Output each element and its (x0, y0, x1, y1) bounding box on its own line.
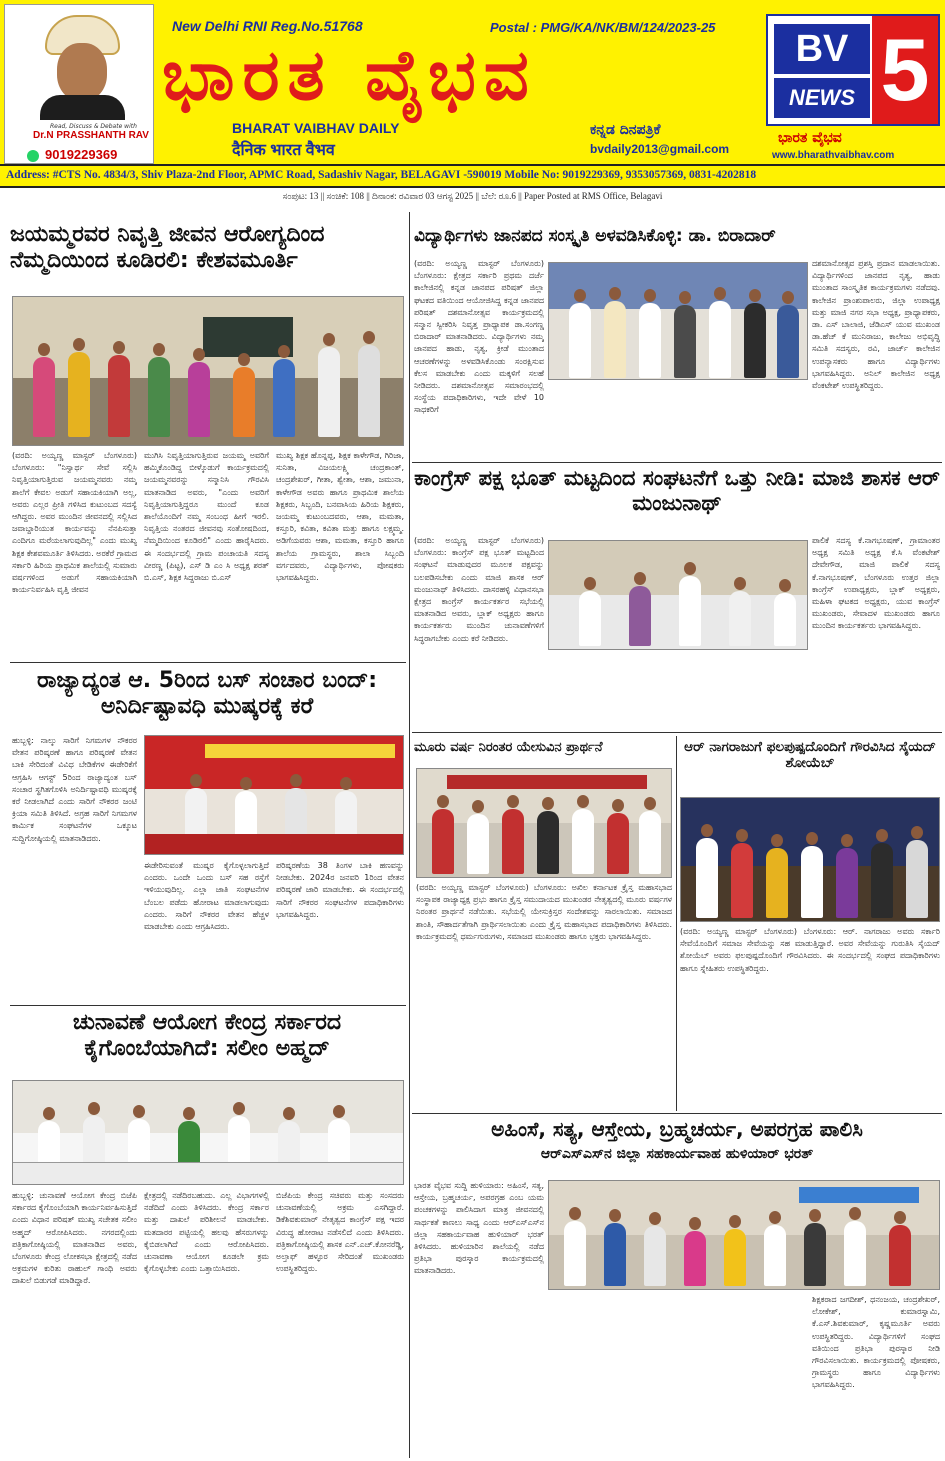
rni-number: New Delhi RNI Reg.No.51768 (172, 18, 363, 34)
logo-subtitle: ಭಾರತ ವೈಭವ (778, 130, 842, 146)
article-body: (ವರದಿ: ಅಯ್ಯಣ್ಣ ಮಾಸ್ಟರ್ ಬೆಂಗಳೂರು) ಬೆಂಗಳೂರು: ಅಖಿಲ ಕರ್ನಾಟಕ ಕ್ರೈಸ್ತ ಮಹಾಸಭಾದ ಸಂಸ್ಥಾಪಕ ರಾಜ್ಯಾಧ್ಯಕ್ಷ ಪ್ರಭು ಹಾಗೂ ಕ್ರೈಸ್ತ ಸಮುದಾಯದ ಮುಖಂಡರ ನೇತೃತ್ವದಲ್ಲಿ ಮೂರು ವರ್ಷಗಳ ನಿರಂತರ ಪ್ರಾರ್ಥನೆ ನಡೆಯಿತು. ಸಭೆಯಲ್ಲಿ ಯೇಸುಕ್ರಿಸ್ತರ ಸಂದೇಶವನ್ನು ಸಾರಲಾಯಿತು. ಸಮಾಜದ ಶಾಂತಿ, ಸೌಹಾರ್ದತೆಗಾಗಿ ಪ್ರಾರ್ಥಿಸಲಾಯಿತು ಎಂದು ಕ್ರೈಸ್ತ ಮಹಾಸಭಾದ ಪದಾಧಿಕಾರಿಗಳು ತಿಳಿಸಿದರು. ಕಾರ್ಯಕ್ರಮದಲ್ಲಿ ಧರ್ಮಗುರುಗಳು, ಸಮಾಜದ ಮುಖಂಡರು ಹಾಗೂ ಭಕ್ತರು ಭಾಗವಹಿಸಿದ್ದರು. (416, 883, 672, 941)
section-divider (412, 732, 942, 733)
article-headline: ಆರ್ ನಾಗರಾಜುಗೆ ಫಲಪುಷ್ಪದೊಂದಿಗೆ ಗೌರವಿಸಿದ ಸೈಯದ್ ಶೋಯೆಬ್ (684, 739, 936, 771)
article-photo-meeting (548, 540, 808, 650)
article-photo-lamp-lighting (548, 262, 808, 380)
event-banner (205, 744, 395, 758)
section-divider (10, 662, 406, 663)
article-congress-booth (414, 466, 940, 516)
article-photo-press-meet (144, 735, 404, 855)
photo-tagline: Read, Discuss & Debate with (50, 123, 137, 130)
article-body-col1: ಹುಬ್ಬಳ್ಳಿ: ಚುನಾವಣೆ ಆಯೋಗ ಕೇಂದ್ರ ಬಿಜೆಪಿ ಸರ್ಕಾರದ ಕೈಗೊಂಬೆಯಾಗಿ ಕಾರ್ಯನಿರ್ವಹಿಸುತ್ತಿದೆ ಎಂದು ವಿಧಾನ ಪರಿಷತ್ ಮುಖ್ಯ ಸಚೇತಕ ಸಲೀಂ ಅಹ್ಮದ್ ಆರೋಪಿಸಿದರು. ನಗರದಲ್ಲಿಂದು ಪತ್ರಿಕಾಗೋಷ್ಠಿಯಲ್ಲಿ ಮಾತನಾಡಿದ ಅವರು, ಬೆಂಗಳೂರು ಕೇಂದ್ರ ಲೋಕಸಭಾ ಕ್ಷೇತ್ರದಲ್ಲಿ ನಡೆದ ಅಕ್ರಮಗಳ ಕುರಿತು ರಾಹುಲ್ ಗಾಂಧಿ ಅವರು ದಾಖಲೆ ಬಿಡುಗಡೆ ಮಾಡಿದ್ದಾರೆ. (12, 1191, 137, 1286)
address-bar: Address: #CTS No. 4834/3, Shiv Plaza-2nd Floor, APMC Road, Sadashiv Nagar, BELAGAVI -590019 Mobile No: 9019229369, 9353057369, 0831-4202818 (0, 166, 945, 188)
editor-name: Dr.N PRASSHANTH RAV (33, 130, 149, 141)
newspaper-title: ಭಾರತ ವೈಭವ (162, 34, 537, 116)
logo-number: 5 (872, 16, 938, 124)
article-body: (ವರದಿ: ಅಯ್ಯಣ್ಣ ಮಾಸ್ಟರ್ ಬೆಂಗಳೂರು) ಬೆಂಗಳೂರು: ಆರ್. ನಾಗರಾಜು ಅವರು ಸರ್ಕಾರಿ ಸೇವೆಯೊಂದಿಗೆ ಸಮಾಜ ಸೇವೆಯನ್ನು ಸಹ ಮಾಡುತ್ತಿದ್ದಾರೆ. ಅವರ ಸೇವೆಯನ್ನು ಗುರುತಿಸಿ ಸೈಯದ್ ಶೋಯೆಬ್ ಅವರು ಫಲಪುಷ್ಪದೊಂದಿಗೆ ಗೌರವಿಸಿದರು. ಈ ಸಂದರ್ಭದಲ್ಲಿ ಸಂಘದ ಪದಾಧಿಕಾರಿಗಳು ಹಾಗೂ ಸ್ನೇಹಿತರು ಉಪಸ್ಥಿತರಿದ್ದರು. (680, 927, 940, 973)
article-body-col2: ಕ್ಷೇತ್ರದಲ್ಲಿ ನಡೆದಿರಬಹುದು. ಎಲ್ಲ ವಿಭಾಗಗಳಲ್ಲಿ ನಡೆದಿದೆ ಎಂದು ತಿಳಿಸಿದರು. ಕೇಂದ್ರ ಸರ್ಕಾರ ಮತ್ತು ದಾಖಲೆ ಪರಿಶೀಲನೆ ಮಾಡಬೇಕು. ಮತದಾರರ ಪಟ್ಟಿಯಲ್ಲಿ ಹಲವು ಹೆಸರುಗಳನ್ನು ಕೈಬಿಡಲಾಗಿದೆ ಎಂದು ಆರೋಪಿಸಿದರು. ಚುನಾವಣಾ ಆಯೋಗ ಕೂಡಲೇ ಕ್ರಮ ಕೈಗೊಳ್ಳಬೇಕು ಎಂದು ಒತ್ತಾಯಿಸಿದರು. (144, 1191, 269, 1274)
article-body-col1: (ವರದಿ: ಅಯ್ಯಣ್ಣ ಮಾಸ್ಟರ್ ಬೆಂಗಳೂರು) ಬೆಂಗಳೂರು: ಕ್ಷೇತ್ರದ ಸರ್ಕಾರಿ ಪ್ರಥಮ ದರ್ಜೆ ಕಾಲೇಜಿನಲ್ಲಿ ಕನ್ನಡ ಜಾನಪದ ಪರಿಷತ್ ಜಿಲ್ಲಾ ಘಟಕದ ವತಿಯಿಂದ ಆಯೋಜಿಸಿದ್ದ ಕನ್ನಡ ಜಾನಪದ ಪರಿಷತ್ ದಶಮಾನೋತ್ಸವ ಕಾರ್ಯಕ್ರಮದಲ್ಲಿ ಸನ್ಮಾನ ಸ್ವೀಕರಿಸಿ ನಿವೃತ್ತ ಪ್ರಾಧ್ಯಾಪಕ ಡಾ.ಸಂಗಣ್ಣ ಬಿರಾದಾರ್ ಮಾತನಾಡಿದರು. ವಿದ್ಯಾರ್ಥಿಗಳು ನಮ್ಮ ಜಾನಪದ ಹಾಡು, ನೃತ್ಯ, ಕ್ರೀಡೆ ಮುಂತಾದ ಆಚರಣೆಗಳನ್ನು ಅಳವಡಿಸಿಕೊಂಡು ಸಂರಕ್ಷಿಸುವ ಕೆಲಸ ಮಾಡಬೇಕು ಎಂದು ಮಕ್ಕಳಿಗೆ ಸಲಹೆ ನೀಡಿದರು. ದಶಮಾನೋತ್ಸವ ಸಮಾರಂಭದಲ್ಲಿ ಸಂಸ್ಥೆಯ ಪದಾಧಿಕಾರಿಗಳು, ಇದೇ ವೇಳೆ 10 ಸಾಧಕರಿಗೆ (414, 259, 544, 415)
section-divider (10, 1005, 406, 1006)
article-photo-prayer-meeting (416, 768, 672, 878)
hindi-name: दैनिक भारत वैभव (232, 142, 335, 159)
article-photo-award (680, 797, 940, 922)
article-bus-strike (10, 668, 404, 720)
email: bvdaily2013@gmail.com (590, 142, 730, 156)
article-body-col2 (548, 384, 676, 460)
masthead (0, 0, 945, 166)
editor-photo-box (4, 4, 154, 164)
article-body-col1: ಭಾರತ ವೈಭವ ಸುದ್ದಿ ಹುಳಿಯಾರು: ಅಹಿಂಸೆ, ಸತ್ಯ, ಆಸ್ತೇಯ, ಬ್ರಹ್ಮಚರ್ಯ, ಅಪರಗ್ರಹ ಎಂಬ ಯಮ ಪಂಚಕಗಳನ್ನು ಪಾಲಿಸಿದಾಗ ಮಾತ್ರ ಜೀವನದಲ್ಲಿ ಸಾರ್ಥಕತೆ ಕಾಣಲು ಸಾಧ್ಯ ಎಂದು ಆರ್‌ಎಸ್‌ಎಸ್‌ನ ಜಿಲ್ಲಾ ಸಹಕಾರ್ಯವಾಹ ಹುಳಿಯಾರ್ ಭರತ್ ತಿಳಿಸಿದರು. ಹುಳಿಯಾರಿನ ಶಾಲೆಯಲ್ಲಿ ನಡೆದ ಪ್ರತಿಭಾ ಪುರಸ್ಕಾರ ಕಾರ್ಯಕ್ರಮದಲ್ಲಿ ಮಾತನಾಡಿದರು. (414, 1181, 544, 1276)
column-divider (676, 736, 677, 1111)
issue-line: ಸಂಪುಟ: 13 || ಸಂಚಿಕೆ: 108 || ದಿನಾಂಕ: ರವಿವಾರ 03 ಆಗಸ್ಟ 2025 || ಬೆಲೆ: ರೂ.6 || Paper Posted at RMS Office, Belagavi (282, 191, 663, 201)
article-body-col1: (ವರದಿ: ಅಯ್ಯಣ್ಣ ಮಾಸ್ಟರ್ ಬೆಂಗಳೂರು) ಬೆಂಗಳೂರು: "ನಿಸ್ವಾರ್ಥ ಸೇವೆ ಸಲ್ಲಿಸಿ ನಿವೃತ್ತಿಯಾಗುತ್ತಿರುವ ಜಯಮ್ಮನವರು ನಮ್ಮ ಶಾಲೆಗೆ ಕೇವಲ ಅಡುಗೆ ಸಹಾಯಕಿಯಾಗಿ ಅಲ್ಲ, ಅವರು ಎಲ್ಲರ ಪ್ರೀತಿ ಗಳಿಸಿದ ಕುಟುಂಬದ ಸದಸ್ಯೆ ಆಗಿದ್ದರು. ಅವರ ಮುಂದಿನ ಜೀವನದಲ್ಲಿ ಸಲ್ಲಿಸಿದ ಜವಾಬ್ದಾರಿಯುತ ಕಾರ್ಯವನ್ನು ನೆನಪಿಸುತ್ತಾ ಎಂದಿಗೂ ಮರೆಯಲಾಗುವುದಿಲ್ಲ" ಎಂದು ಮುಖ್ಯ ಶಿಕ್ಷಕ ಕೇಶವಮೂರ್ತಿ ತಿಳಿಸಿದರು. ಅರಕೆರೆ ಗ್ರಾಮದ ಸರ್ಕಾರಿ ಹಿರಿಯ ಪ್ರಾಥಮಿಕ ಶಾಲೆಯಲ್ಲಿ ಸುಮಾರು ವರ್ಷಗಳಿಂದ ಅಡುಗೆ ಸಹಾಯಕಿಯಾಗಿ ಕಾರ್ಯನಿರ್ವಹಿಸಿ ವೃತ್ತಿ ಜೀವನ (12, 451, 137, 595)
article-body-col3: ಬಿಜೆಪಿಯ ಕೇಂದ್ರ ಸಚಿವರು ಮತ್ತು ಸಂಸದರು ಚುನಾವಣೆಯಲ್ಲಿ ಅಕ್ರಮ ಎಸಗಿದ್ದಾರೆ. ಡಿಕೆಶಿವಕುಮಾರ್ ನೇತೃತ್ವದ ಕಾಂಗ್ರೆಸ್ ಪಕ್ಷ ಇದರ ವಿರುದ್ಧ ಹೋರಾಟ ನಡೆಸಲಿದೆ ಎಂದು ತಿಳಿಸಿದರು. ಪತ್ರಿಕಾಗೋಷ್ಠಿಯಲ್ಲಿ ಶಾಸಕ ಎನ್.ಎಚ್.ಕೋನರೆಡ್ಡಿ, ಅಲ್ತಾಫ್ ಹಳ್ಳೂರ ಸೇರಿದಂತೆ ಮುಖಂಡರು ಉಪಸ್ಥಿತರಿದ್ದರು. (276, 1191, 404, 1274)
article-body-col1: (ವರದಿ: ಅಯ್ಯಣ್ಣ ಮಾಸ್ಟರ್ ಬೆಂಗಳೂರು) ಬೆಂಗಳೂರು: ಕಾಂಗ್ರೆಸ್ ಪಕ್ಷ ಭೂತ್ ಮಟ್ಟದಿಂದ ಸಂಘಟನೆ ಮಾಡುವುದರ ಮೂಲಕ ಪಕ್ಷವನ್ನು ಬಲಪಡಿಸಬೇಕು ಎಂದು ಮಾಜಿ ಶಾಸಕ ಆರ್ ಮಂಜುನಾಥ್ ತಿಳಿಸಿದರು. ದಾಸರಹಳ್ಳಿ ವಿಧಾನಸಭಾ ಕ್ಷೇತ್ರದ ಕಾಂಗ್ರೆಸ್ ಕಾರ್ಯಕರ್ತರ ಸಭೆಯಲ್ಲಿ ಮಾತನಾಡಿದ ಅವರು, ಬ್ಲಾಕ್ ಅಧ್ಯಕ್ಷರು ಹಾಗೂ ಕಾರ್ಯಕರ್ತರು ಮುಂದಿನ ಚುನಾವಣೆಗಳಿಗೆ ಸಿದ್ಧರಾಗಬೇಕು ಎಂದು ಕರೆ ನೀಡಿದರು. (414, 536, 544, 643)
article-body-col3: ಶಿಕ್ಷಕರಾದ ಜಗದೀಶ್, ಧನಂಜಯ, ಚಂದ್ರಶೇಖರ್, ಲೋಕೇಶ್, ಕುಮಾರಸ್ವಾಮಿ, ಕೆ.ಎಸ್.ಶಿವಕುಮಾರ್, ಕೃಷ್ಣಮೂರ್ತಿ ಅವರು ಉಪಸ್ಥಿತರಿದ್ದರು. ವಿದ್ಯಾರ್ಥಿಗಳಿಗೆ ಸಂಘದ ವತಿಯಿಂದ ಪ್ರತಿಭಾ ಪುರಸ್ಕಾರ ನೀಡಿ ಗೌರವಿಸಲಾಯಿತು. ಕಾರ್ಯಕ್ರಮದಲ್ಲಿ ಪೋಷಕರು, ಗ್ರಾಮಸ್ಥರು ಹಾಗೂ ವಿದ್ಯಾರ್ಥಿಗಳು ಭಾಗವಹಿಸಿದ್ದರು. (812, 1295, 940, 1390)
article-body-col3: ಪಾಲಿಕೆ ಸದಸ್ಯ ಕೆ.ನಾಗಭೂಷಣ್, ಗ್ರಾಮಾಂತರ ಅಧ್ಯಕ್ಷ ಸಮಿತಿ ಅಧ್ಯಕ್ಷ ಕೆ.ಸಿ ವೆಂಕಟೇಶ್ ದೇವೇಗೌಡ, ಮಾಜಿ ಪಾಲಿಕೆ ಸದಸ್ಯ ಕೆ.ನಾಗಭೂಷಣ್, ಬೆಂಗಳೂರು ಉತ್ತರ ಜಿಲ್ಲಾ ಕಾಂಗ್ರೆಸ್ ಉಪಾಧ್ಯಕ್ಷರು, ಬ್ಲಾಕ್ ಅಧ್ಯಕ್ಷರು, ಮಹಿಳಾ ಘಟಕದ ಅಧ್ಯಕ್ಷರು, ಯುವ ಕಾಂಗ್ರೆಸ್ ಮುಖಂಡರು, ಸೇವಾದಳ ಮುಖಂಡರು ಹಾಗೂ ಮುಂದಿನ ಕಾರ್ಯಕರ್ತರು ಭಾಗವಹಿಸಿದ್ದರು. (812, 536, 940, 631)
section-divider (412, 1113, 942, 1114)
english-name: BHARAT VAIBHAV DAILY (232, 120, 400, 136)
logo-bv: BV (774, 24, 870, 74)
article-headline: ಜಯಮ್ಮರವರ ನಿವೃತ್ತಿ ಜೀವನ ಆರೋಗ್ಯದಿಂದ ನೆಮ್ಮದಿಯಿಂದ ಕೂಡಿರಲಿ: ಕೇಶವಮೂರ್ತಿ (10, 222, 325, 273)
article-headline: ಕಾಂಗ್ರೆಸ್ ಪಕ್ಷ ಭೂತ್ ಮಟ್ಟದಿಂದ ಸಂಘಟನೆಗೆ ಒತ್ತು ನೀಡಿ: ಮಾಜಿ ಶಾಸಕ ಆರ್ ಮಂಜುನಾಥ್ (414, 466, 940, 515)
article-headline: ಮೂರು ವರ್ಷ ನಿರಂತರ ಯೇಸುವಿನ ಪ್ರಾರ್ಥನೆ (414, 740, 603, 755)
article-election-commission (10, 1010, 404, 1062)
article-body-col3: ಮುಖ್ಯ ಶಿಕ್ಷಕ ಹೊನ್ನಪ್ಪ, ಶಿಕ್ಷಕ ಕಾಳೇಗೌಡ, ಗಿರಿಜಾ, ಸುನಿತಾ, ವಿಜಯಲಕ್ಷ್ಮಿ ಚಂದ್ರಕಾಂತ್, ಚಂದ್ರಶೇಖರ್, ಗೀತಾ, ಶ್ವೇತಾ, ಆಶಾ, ಜಮುನಾ, ಕಾಳೇಗೌಡ ಅವರು ಹಾಗೂ ಪ್ರಾಥಮಿಕ ಶಾಲೆಯ ಶಿಕ್ಷಕರು, ಸಿಬ್ಬಂದಿ, ಬನವಾಸಿಯ ಹಿರಿಯ ಶಿಕ್ಷಕರು, ಜಯಮ್ಮ ಕುಟುಂಬದವರು, ಆಶಾ, ಮಮತಾ, ಕಸ್ತೂರಿ, ಕವಿತಾ, ಕವಿತಾ ಮತ್ತು ಹಾಗೂ ಲಕ್ಷ್ಮಮ್ಮ. ಅಡಿಗೆಯವರು ಆಶಾ, ಮಮತಾ, ಕಸ್ತೂರಿ ಹಾಗೂ ಶಾಲೆಯ ಗ್ರಾಮಸ್ಥರು, ಶಾಲಾ ಸಿಬ್ಬಂದಿ ವರ್ಗದವರು, ವಿದ್ಯಾರ್ಥಿಗಳು, ಪೋಷಕರು ಭಾಗವಹಿಸಿದ್ದರು. (276, 451, 404, 583)
article-body-col3: ದಶಮಾನೋತ್ಸವ ಪ್ರಶಸ್ತಿ ಪ್ರದಾನ ಮಾಡಲಾಯಿತು. ವಿದ್ಯಾರ್ಥಿಗಳಿಂದ ಜಾನಪದ ನೃತ್ಯ, ಹಾಡು ಮುಂತಾದ ಸಾಂಸ್ಕೃತಿಕ ಕಾರ್ಯಕ್ರಮಗಳು ನಡೆದವು. ಕಾಲೇಜಿನ ಪ್ರಾಂಶುಪಾಲರು, ಜಿಲ್ಲಾ ಉಪಾಧ್ಯಕ್ಷ ಮತ್ತು ಮಾಜಿ ನಗರ ಸಭಾ ಅಧ್ಯಕ್ಷ, ಪ್ರಾಧ್ಯಾಪಕರು, ಡಾ. ಎಸ್ ಬಾಲಾಜಿ, ಜೆಡಿಎಸ್ ಯುವ ಮುಖಂಡ ಡಾ.ಹೆಚ್ ಕೆ ಮುನಿರಾಜು, ಕಾಲೇಜು ಅಭಿವೃದ್ಧಿ ಸಮಿತಿ ಸದಸ್ಯರು, ರವಿ, ಜಾರ್ಜ್ ಕಾಲೇಜಿನ ಉಪನ್ಯಾಸಕರು ಹಾಗೂ ವಿದ್ಯಾರ್ಥಿಗಳು ಭಾಗವಹಿಸಿದ್ದರು. ಅನಿಲ್ ಕಾಲೇಜಿನ ಅಧ್ಯಕ್ಷ ವೆಂಕಟೇಶ್ ಉಪಸ್ಥಿತರಿದ್ದರು. (812, 259, 940, 391)
editor-phone: 9019229369 (45, 147, 118, 162)
column-divider (409, 212, 410, 1458)
postal-number: Postal : PMG/KA/NK/BM/124/2023-25 (490, 20, 716, 35)
article-folk-culture (414, 226, 940, 246)
section-divider (412, 462, 942, 463)
article-rss-values (414, 1118, 940, 1162)
article-headline: ಚುನಾವಣೆ ಆಯೋಗ ಕೇಂದ್ರ ಸರ್ಕಾರದ ಕೈಗೊಂಬೆಯಾಗಿದೆ: ಸಲೀಂ ಅಹ್ಮದ್ (72, 1010, 342, 1061)
article-body-col3: ಪರಿಷ್ಕರಣೆಯ 38 ತಿಂಗಳ ಬಾಕಿ ಹಣವನ್ನು ನೀಡಬೇಕು. 2024ರ ಜನವರಿ 1ರಿಂದ ವೇತನ ಪರಿಷ್ಕರಣೆ ಜಾರಿ ಮಾಡಬೇಕು. ಈ ಸಂದರ್ಭದಲ್ಲಿ ಸಾರಿಗೆ ನೌಕರರ ಸಂಘಟನೆಗಳ ಪದಾಧಿಕಾರಿಗಳು ಭಾಗವಹಿಸಿದ್ದರು. (276, 861, 404, 919)
logo-news: NEWS (774, 78, 870, 118)
article-headline: ಅಹಿಂಸೆ, ಸತ್ಯ, ಆಸ್ತೇಯ, ಬ್ರಹ್ಮಚರ್ಯ, ಅಪರಗ್ರಹ ಪಾಲಿಸಿ (491, 1117, 863, 1141)
article-photo-classroom (12, 296, 404, 446)
bv5-news-logo (766, 14, 940, 126)
whatsapp-icon (27, 150, 39, 162)
article-body-col1: ಹುಬ್ಬಳ್ಳಿ: ನಾಲ್ಕು ಸಾರಿಗೆ ನಿಗಮಗಳ ನೌಕರರ ವೇತನ ಪರಿಷ್ಕರಣೆ ಹಾಗೂ ಪರಿಷ್ಕರಣೆ ವೇತನ ಬಾಕಿ ಸೇರಿದಂತೆ ವಿವಿಧ ಬೇಡಿಕೆಗಳ ಈಡೇರಿಕೆಗೆ ಆಗ್ರಹಿಸಿ ಆಗಸ್ಟ್ 5ರಿಂದ ರಾಜ್ಯಾದ್ಯಂತ ಬಸ್ ಸಂಚಾರ ಸ್ಥಗಿತಗೊಳಿಸಿ ಅನಿರ್ದಿಷ್ಟಾವಧಿ ಮುಷ್ಕರಕ್ಕೆ ಕರೆ ನೀಡಲಾಗಿದೆ ಎಂದು ಸಾರಿಗೆ ನೌಕರರ ಜಂಟಿ ಕ್ರಿಯಾ ಸಮಿತಿ ತಿಳಿಸಿದೆ. ಅಗ್ರಹ ಸಾರಿಗೆ ನಿಗಮಗಳ ಕಾರ್ಮಿಕ ಸಂಘಟನೆಗಳ ಒಕ್ಕೂಟ ಸುದ್ದಿಗೋಷ್ಠಿಯಲ್ಲಿ ಮಾತನಾಡಿದರು. (12, 736, 137, 843)
article-body-col2 (548, 1294, 808, 1456)
article-body-col2: ಮುಗಿಸಿ ನಿವೃತ್ತಿಯಾಗುತ್ತಿರುವ ಜಯಮ್ಮ ಅವರಿಗೆ ಹಮ್ಮಿಕೊಂಡಿದ್ದ ಬೀಳ್ಕೊಡುಗೆ ಕಾರ್ಯಕ್ರಮದಲ್ಲಿ ಜಯಮ್ಮನವರನ್ನು ಸನ್ಮಾನಿಸಿ ಗೌರವಿಸಿ ಮಾತನಾಡಿದ ಅವರು, "ಎಂದು ಅವರಿಗೆ ನಿವೃತ್ತಿಯಾಗುತ್ತಿದ್ದರೂ ಮುಂದೆ ಕೂಡ ಶಾಲೆಯೊಂದಿಗೆ ನಮ್ಮ ಸಂಬಂಧ ಹೀಗೆ ಇರಲಿ. ನಿವೃತ್ತಿಯ ನಂತರದ ಜೀವನವು ಸಂತೋಷದಿಂದ, ನೆಮ್ಮದಿಯಿಂದ ಕೂಡಿರಲಿ" ಎಂದು ಹಾರೈಸಿದರು. ಈ ಸಂದರ್ಭದಲ್ಲಿ ಗ್ರಾಮ ಪಂಚಾಯತಿ ಸದಸ್ಯ ವೀರಣ್ಣ (ಪಿಟ್ಟ), ಎಸ್ ಡಿ ಎಂ ಸಿ ಅಧ್ಯಕ್ಷ ಶರತ್ ಬಿ.ಎಸ್, ಶಿಕ್ಷಕ ಸಿದ್ದರಾಜು ಬಿ.ಎಸ್ (144, 451, 269, 583)
website: www.bharathvaibhav.com (772, 150, 895, 161)
article-nagaraju-honour (680, 740, 940, 772)
article-subheadline: ಆರ್‌ಎಸ್‌ಎಸ್‌ನ ಜಿಲ್ಲಾ ಸಹಕಾರ್ಯವಾಹ ಹುಳಿಯಾರ್ ಭರತ್ (540, 1145, 814, 1162)
article-body-col2: ಈಡೇರಿಸುವಂತೆ ಮುಷ್ಕರ ಕೈಗೊಳ್ಳಲಾಗುತ್ತಿದೆ ಎಂದರು. ಒಂದೇ ಒಂದು ಬಸ್ ಸಹ ರಸ್ತೆಗೆ ಇಳಿಯುವುದಿಲ್ಲ. ಎಲ್ಲಾ ಜಾತಿ ಸಂಘಟನೆಗಳ ಬೆಂಬಲ ಪಡೆದು ಹೋರಾಟ ಮಾಡಲಾಗುವುದು ಎಂದರು. ಸಾರಿಗೆ ನೌಕರರ ವೇತನ ಹೆಚ್ಚಳ ಮಾಡಬೇಕು ಎಂದು ಆಗ್ರಹಿಸಿದರು. (144, 861, 269, 932)
article-retirement (10, 222, 404, 274)
article-headline: ವಿದ್ಯಾರ್ಥಿಗಳು ಜಾನಪದ ಸಂಸ್ಕೃತಿ ಅಳವಡಿಸಿಕೊಳ್ಳಿ: ಡಾ. ಬಿರಾದಾರ್ (414, 226, 776, 246)
article-headline: ರಾಜ್ಯಾದ್ಯಂತ ಆ. 5ರಿಂದ ಬಸ್ ಸಂಚಾರ ಬಂದ್: ಅನಿರ್ದಿಷ್ಟಾವಧಿ ಮುಷ್ಕರಕ್ಕೆ ಕರೆ (36, 668, 378, 719)
editor-portrait (35, 15, 130, 120)
article-photo-felicitation (548, 1180, 940, 1290)
article-photo-press-conference (12, 1080, 404, 1185)
kannada-daily-label: ಕನ್ನಡ ದಿನಪತ್ರಿಕೆ (590, 122, 661, 138)
article-jesus-prayer (414, 740, 672, 755)
